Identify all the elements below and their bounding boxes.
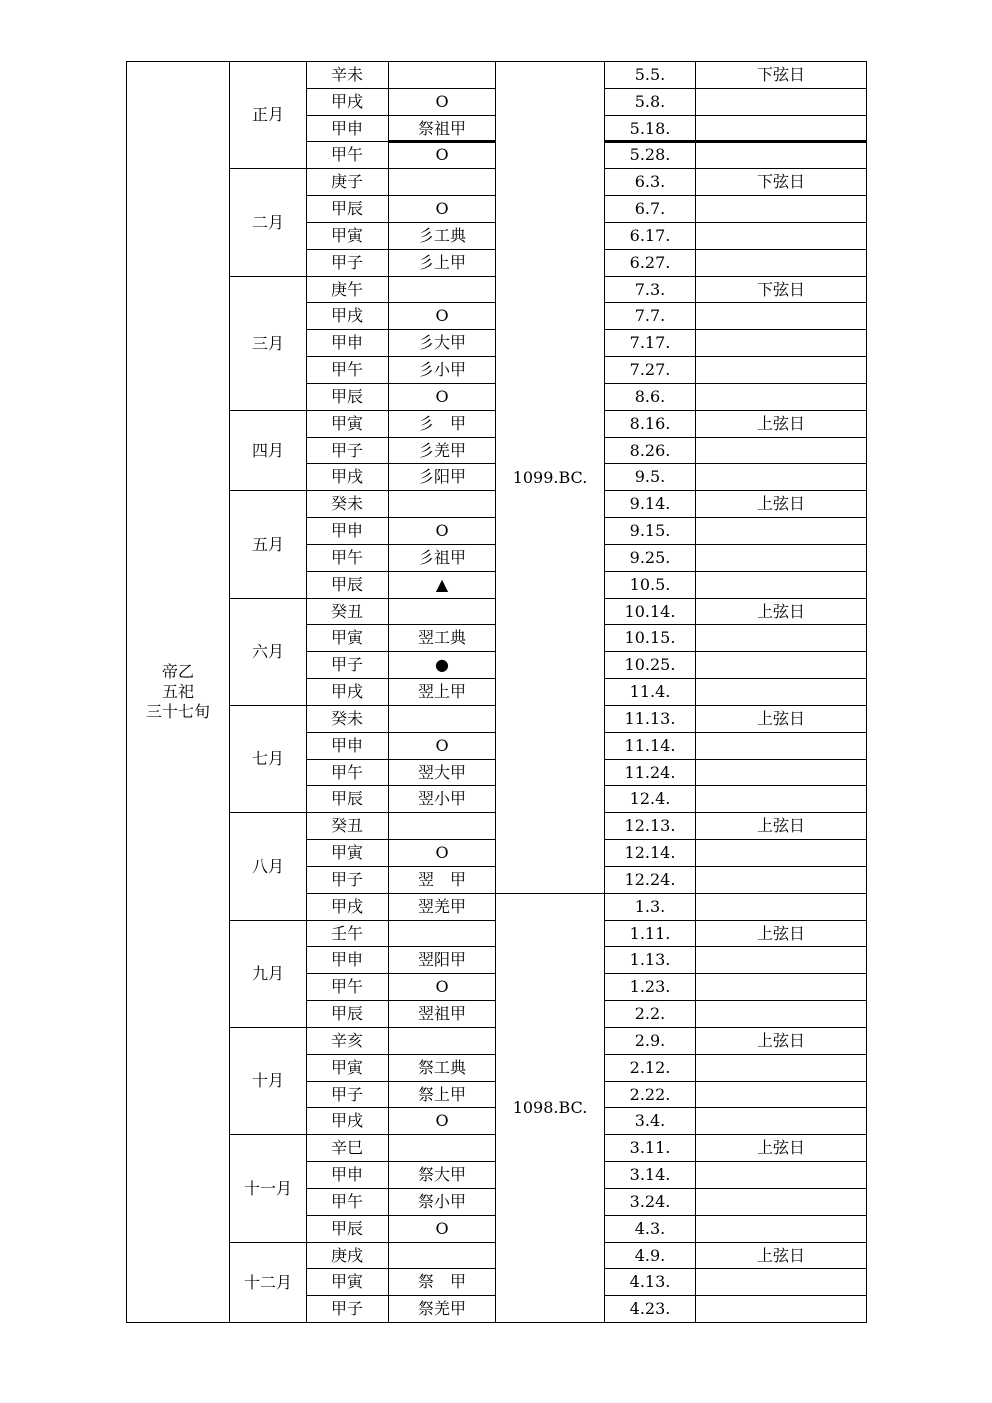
moon-phase-cell <box>695 1161 867 1189</box>
moon-phase-cell <box>695 1268 867 1296</box>
moon-phase-cell <box>695 195 867 223</box>
date-cell: 4.3. <box>604 1215 696 1243</box>
date-cell: 1.11. <box>604 920 696 947</box>
ritual-cell <box>388 276 496 303</box>
moon-phase-cell: 上弦日 <box>695 1134 867 1162</box>
month-cell: 九月 <box>229 920 307 1028</box>
ganzhi-day-cell: 甲寅 <box>306 410 389 438</box>
ganzhi-day-cell: 甲寅 <box>306 222 389 250</box>
ritual-cell: O <box>388 517 496 545</box>
moon-phase-cell <box>695 329 867 357</box>
ganzhi-day-cell: 甲申 <box>306 732 389 760</box>
ritual-cell: 彡祖甲 <box>388 544 496 572</box>
reign-cell <box>126 61 230 1323</box>
ritual-cell: 祭羌甲 <box>388 1295 496 1323</box>
month-cell: 四月 <box>229 410 307 491</box>
ritual-cell <box>388 920 496 947</box>
date-cell: 5.18. <box>604 115 696 142</box>
ritual-cell <box>388 598 496 625</box>
ganzhi-day-cell: 甲戌 <box>306 1107 389 1135</box>
ganzhi-day-cell: 甲辰 <box>306 1215 389 1243</box>
date-cell: 11.4. <box>604 678 696 706</box>
ritual-cell: 翌小甲 <box>388 785 496 813</box>
moon-phase-cell <box>695 571 867 599</box>
month-cell: 五月 <box>229 490 307 599</box>
ganzhi-day-cell: 庚子 <box>306 168 389 196</box>
ganzhi-day-cell: 甲申 <box>306 1161 389 1189</box>
moon-phase-cell <box>695 437 867 464</box>
ritual-cell: 彡上甲 <box>388 249 496 277</box>
ganzhi-day-cell: 辛亥 <box>306 1027 389 1055</box>
ganzhi-day-cell: 甲辰 <box>306 195 389 223</box>
ritual-cell <box>388 1134 496 1162</box>
ganzhi-day-cell: 甲申 <box>306 946 389 974</box>
moon-phase-cell <box>695 651 867 679</box>
date-cell: 11.14. <box>604 732 696 760</box>
date-cell: 9.25. <box>604 544 696 572</box>
moon-phase-cell <box>695 946 867 974</box>
ritual-cell <box>388 812 496 840</box>
date-cell: 9.15. <box>604 517 696 545</box>
date-cell: 5.28. <box>604 141 696 169</box>
ritual-cell <box>388 168 496 196</box>
date-cell: 6.17. <box>604 222 696 250</box>
ganzhi-day-cell: 癸丑 <box>306 812 389 840</box>
ganzhi-day-cell: 甲午 <box>306 356 389 384</box>
date-cell: 10.25. <box>604 651 696 679</box>
moon-phase-cell: 上弦日 <box>695 705 867 733</box>
ritual-cell: 祭工典 <box>388 1054 496 1082</box>
date-cell: 7.7. <box>604 302 696 330</box>
date-cell: 2.12. <box>604 1054 696 1082</box>
ganzhi-day-cell: 甲午 <box>306 759 389 786</box>
ganzhi-day-cell: 甲戌 <box>306 302 389 330</box>
ganzhi-day-cell: 甲午 <box>306 544 389 572</box>
moon-phase-cell: 上弦日 <box>695 490 867 518</box>
ganzhi-day-cell: 甲申 <box>306 115 389 142</box>
moon-phase-cell <box>695 624 867 652</box>
moon-phase-cell <box>695 463 867 491</box>
ritual-cell: 彡小甲 <box>388 356 496 384</box>
date-cell: 3.24. <box>604 1188 696 1216</box>
moon-phase-cell: 上弦日 <box>695 1027 867 1055</box>
moon-phase-cell <box>695 222 867 250</box>
ritual-cell: O <box>388 732 496 760</box>
date-cell: 8.26. <box>604 437 696 464</box>
moon-phase-cell <box>695 249 867 277</box>
moon-phase-cell: 上弦日 <box>695 920 867 947</box>
ritual-cell: 祭上甲 <box>388 1081 496 1108</box>
moon-phase-cell <box>695 115 867 142</box>
date-cell: 3.4. <box>604 1107 696 1135</box>
moon-phase-cell <box>695 383 867 411</box>
ganzhi-day-cell: 癸未 <box>306 490 389 518</box>
date-cell: 2.9. <box>604 1027 696 1055</box>
moon-phase-cell <box>695 1054 867 1082</box>
ritual-cell: ▲ <box>388 571 496 599</box>
date-cell: 4.23. <box>604 1295 696 1323</box>
date-cell: 9.5. <box>604 463 696 491</box>
ritual-cell <box>388 61 496 89</box>
date-cell: 10.15. <box>604 624 696 652</box>
reign-line: 五祀 <box>161 682 194 701</box>
ritual-cell: 翌阳甲 <box>388 946 496 974</box>
ganzhi-day-cell: 甲子 <box>306 437 389 464</box>
year-cell: 1098.BC. <box>495 893 605 1323</box>
moon-phase-cell <box>695 356 867 384</box>
ganzhi-day-cell: 甲申 <box>306 517 389 545</box>
ritual-cell: O <box>388 973 496 1001</box>
date-cell: 4.13. <box>604 1268 696 1296</box>
ganzhi-day-cell: 辛未 <box>306 61 389 89</box>
ritual-cell: O <box>388 839 496 867</box>
ganzhi-day-cell: 甲申 <box>306 329 389 357</box>
ritual-cell: O <box>388 302 496 330</box>
month-cell: 八月 <box>229 812 307 921</box>
ritual-cell: O <box>388 383 496 411</box>
date-cell: 2.2. <box>604 1000 696 1028</box>
ganzhi-day-cell: 癸丑 <box>306 598 389 625</box>
moon-phase-cell <box>695 785 867 813</box>
ganzhi-day-cell: 庚戌 <box>306 1242 389 1269</box>
moon-phase-cell <box>695 866 867 894</box>
ritual-cell: 彡羌甲 <box>388 437 496 464</box>
ritual-cell: 祭大甲 <box>388 1161 496 1189</box>
moon-phase-cell: 下弦日 <box>695 168 867 196</box>
moon-phase-cell: 上弦日 <box>695 410 867 438</box>
thick-row-rule <box>388 140 495 143</box>
moon-phase-cell: 上弦日 <box>695 598 867 625</box>
moon-phase-cell <box>695 1295 867 1323</box>
date-cell: 7.27. <box>604 356 696 384</box>
date-cell: 11.13. <box>604 705 696 733</box>
reign-line: 三十七旬 <box>145 702 210 721</box>
ritual-cell: ● <box>388 651 496 679</box>
ritual-cell: O <box>388 1215 496 1243</box>
ganzhi-day-cell: 甲子 <box>306 249 389 277</box>
ritual-cell: O <box>388 195 496 223</box>
ritual-cell: 彡工典 <box>388 222 496 250</box>
ganzhi-day-cell: 甲子 <box>306 651 389 679</box>
date-cell: 10.5. <box>604 571 696 599</box>
date-cell: 6.7. <box>604 195 696 223</box>
ritual-cell <box>388 705 496 733</box>
ganzhi-day-cell: 甲午 <box>306 973 389 1001</box>
ganzhi-day-cell: 壬午 <box>306 920 389 947</box>
ritual-cell: 翌 甲 <box>388 866 496 894</box>
ritual-cell: O <box>388 88 496 116</box>
moon-phase-cell <box>695 1107 867 1135</box>
date-cell: 8.16. <box>604 410 696 438</box>
ritual-cell: 祭小甲 <box>388 1188 496 1216</box>
moon-phase-cell <box>695 1188 867 1216</box>
date-cell: 5.8. <box>604 88 696 116</box>
ganzhi-day-cell: 甲寅 <box>306 839 389 867</box>
moon-phase-cell: 下弦日 <box>695 276 867 303</box>
ganzhi-day-cell: 甲寅 <box>306 1268 389 1296</box>
month-cell: 七月 <box>229 705 307 813</box>
ganzhi-day-cell: 甲辰 <box>306 1000 389 1028</box>
ritual-cell <box>388 490 496 518</box>
date-cell: 3.11. <box>604 1134 696 1162</box>
ritual-cell: O <box>388 1107 496 1135</box>
date-cell: 1.23. <box>604 973 696 1001</box>
ritual-cell: 翌上甲 <box>388 678 496 706</box>
ritual-cell: 翌大甲 <box>388 759 496 786</box>
date-cell: 9.14. <box>604 490 696 518</box>
ganzhi-day-cell: 甲寅 <box>306 1054 389 1082</box>
ritual-cell: 彡阳甲 <box>388 463 496 491</box>
moon-phase-cell <box>695 1000 867 1028</box>
date-cell: 7.3. <box>604 276 696 303</box>
moon-phase-cell <box>695 732 867 760</box>
month-cell: 十一月 <box>229 1134 307 1243</box>
month-cell: 十二月 <box>229 1242 307 1323</box>
moon-phase-cell <box>695 839 867 867</box>
ganzhi-day-cell: 甲辰 <box>306 383 389 411</box>
date-cell: 5.5. <box>604 61 696 89</box>
year-cell: 1099.BC. <box>495 61 605 894</box>
date-cell: 8.6. <box>604 383 696 411</box>
moon-phase-cell <box>695 302 867 330</box>
ganzhi-day-cell: 庚午 <box>306 276 389 303</box>
ritual-cell: O <box>388 141 496 169</box>
ganzhi-day-cell: 甲午 <box>306 1188 389 1216</box>
moon-phase-cell <box>695 517 867 545</box>
ritual-cell: 翌羌甲 <box>388 893 496 921</box>
ganzhi-day-cell: 甲午 <box>306 141 389 169</box>
ritual-cell: 祭 甲 <box>388 1268 496 1296</box>
ganzhi-day-cell: 甲寅 <box>306 624 389 652</box>
month-cell: 三月 <box>229 276 307 411</box>
ritual-cell: 翌工典 <box>388 624 496 652</box>
date-cell: 11.24. <box>604 759 696 786</box>
moon-phase-cell <box>695 141 867 169</box>
date-cell: 1.3. <box>604 893 696 921</box>
month-cell: 二月 <box>229 168 307 277</box>
moon-phase-cell: 下弦日 <box>695 61 867 89</box>
moon-phase-cell <box>695 1215 867 1243</box>
ritual-cell: 彡 甲 <box>388 410 496 438</box>
date-cell: 12.24. <box>604 866 696 894</box>
moon-phase-cell <box>695 973 867 1001</box>
ritual-cell <box>388 1242 496 1269</box>
date-cell: 4.9. <box>604 1242 696 1269</box>
date-cell: 12.14. <box>604 839 696 867</box>
ganzhi-day-cell: 辛巳 <box>306 1134 389 1162</box>
ritual-cell <box>388 1027 496 1055</box>
moon-phase-cell <box>695 544 867 572</box>
date-cell: 7.17. <box>604 329 696 357</box>
date-cell: 3.14. <box>604 1161 696 1189</box>
moon-phase-cell: 上弦日 <box>695 1242 867 1269</box>
moon-phase-cell <box>695 88 867 116</box>
moon-phase-cell <box>695 759 867 786</box>
ganzhi-day-cell: 甲子 <box>306 866 389 894</box>
ritual-cell: 彡大甲 <box>388 329 496 357</box>
month-cell: 十月 <box>229 1027 307 1135</box>
moon-phase-cell <box>695 893 867 921</box>
date-cell: 6.3. <box>604 168 696 196</box>
date-cell: 6.27. <box>604 249 696 277</box>
reign-line: 帝乙 <box>161 662 194 681</box>
ganzhi-day-cell: 甲戌 <box>306 463 389 491</box>
moon-phase-cell <box>695 678 867 706</box>
date-cell: 1.13. <box>604 946 696 974</box>
date-cell: 12.13. <box>604 812 696 840</box>
month-cell: 六月 <box>229 598 307 706</box>
ritual-cell: 祭祖甲 <box>388 115 496 142</box>
ganzhi-day-cell: 甲子 <box>306 1295 389 1323</box>
date-cell: 12.4. <box>604 785 696 813</box>
ritual-cell: 翌祖甲 <box>388 1000 496 1028</box>
ganzhi-day-cell: 甲戌 <box>306 893 389 921</box>
ganzhi-day-cell: 癸未 <box>306 705 389 733</box>
ganzhi-day-cell: 甲辰 <box>306 571 389 599</box>
ganzhi-day-cell: 甲戌 <box>306 678 389 706</box>
date-cell: 2.22. <box>604 1081 696 1108</box>
date-cell: 10.14. <box>604 598 696 625</box>
moon-phase-cell: 上弦日 <box>695 812 867 840</box>
month-cell: 正月 <box>229 61 307 169</box>
ganzhi-day-cell: 甲戌 <box>306 88 389 116</box>
moon-phase-cell <box>695 1081 867 1108</box>
ganzhi-day-cell: 甲辰 <box>306 785 389 813</box>
ganzhi-day-cell: 甲子 <box>306 1081 389 1108</box>
thick-row-rule <box>604 140 866 143</box>
